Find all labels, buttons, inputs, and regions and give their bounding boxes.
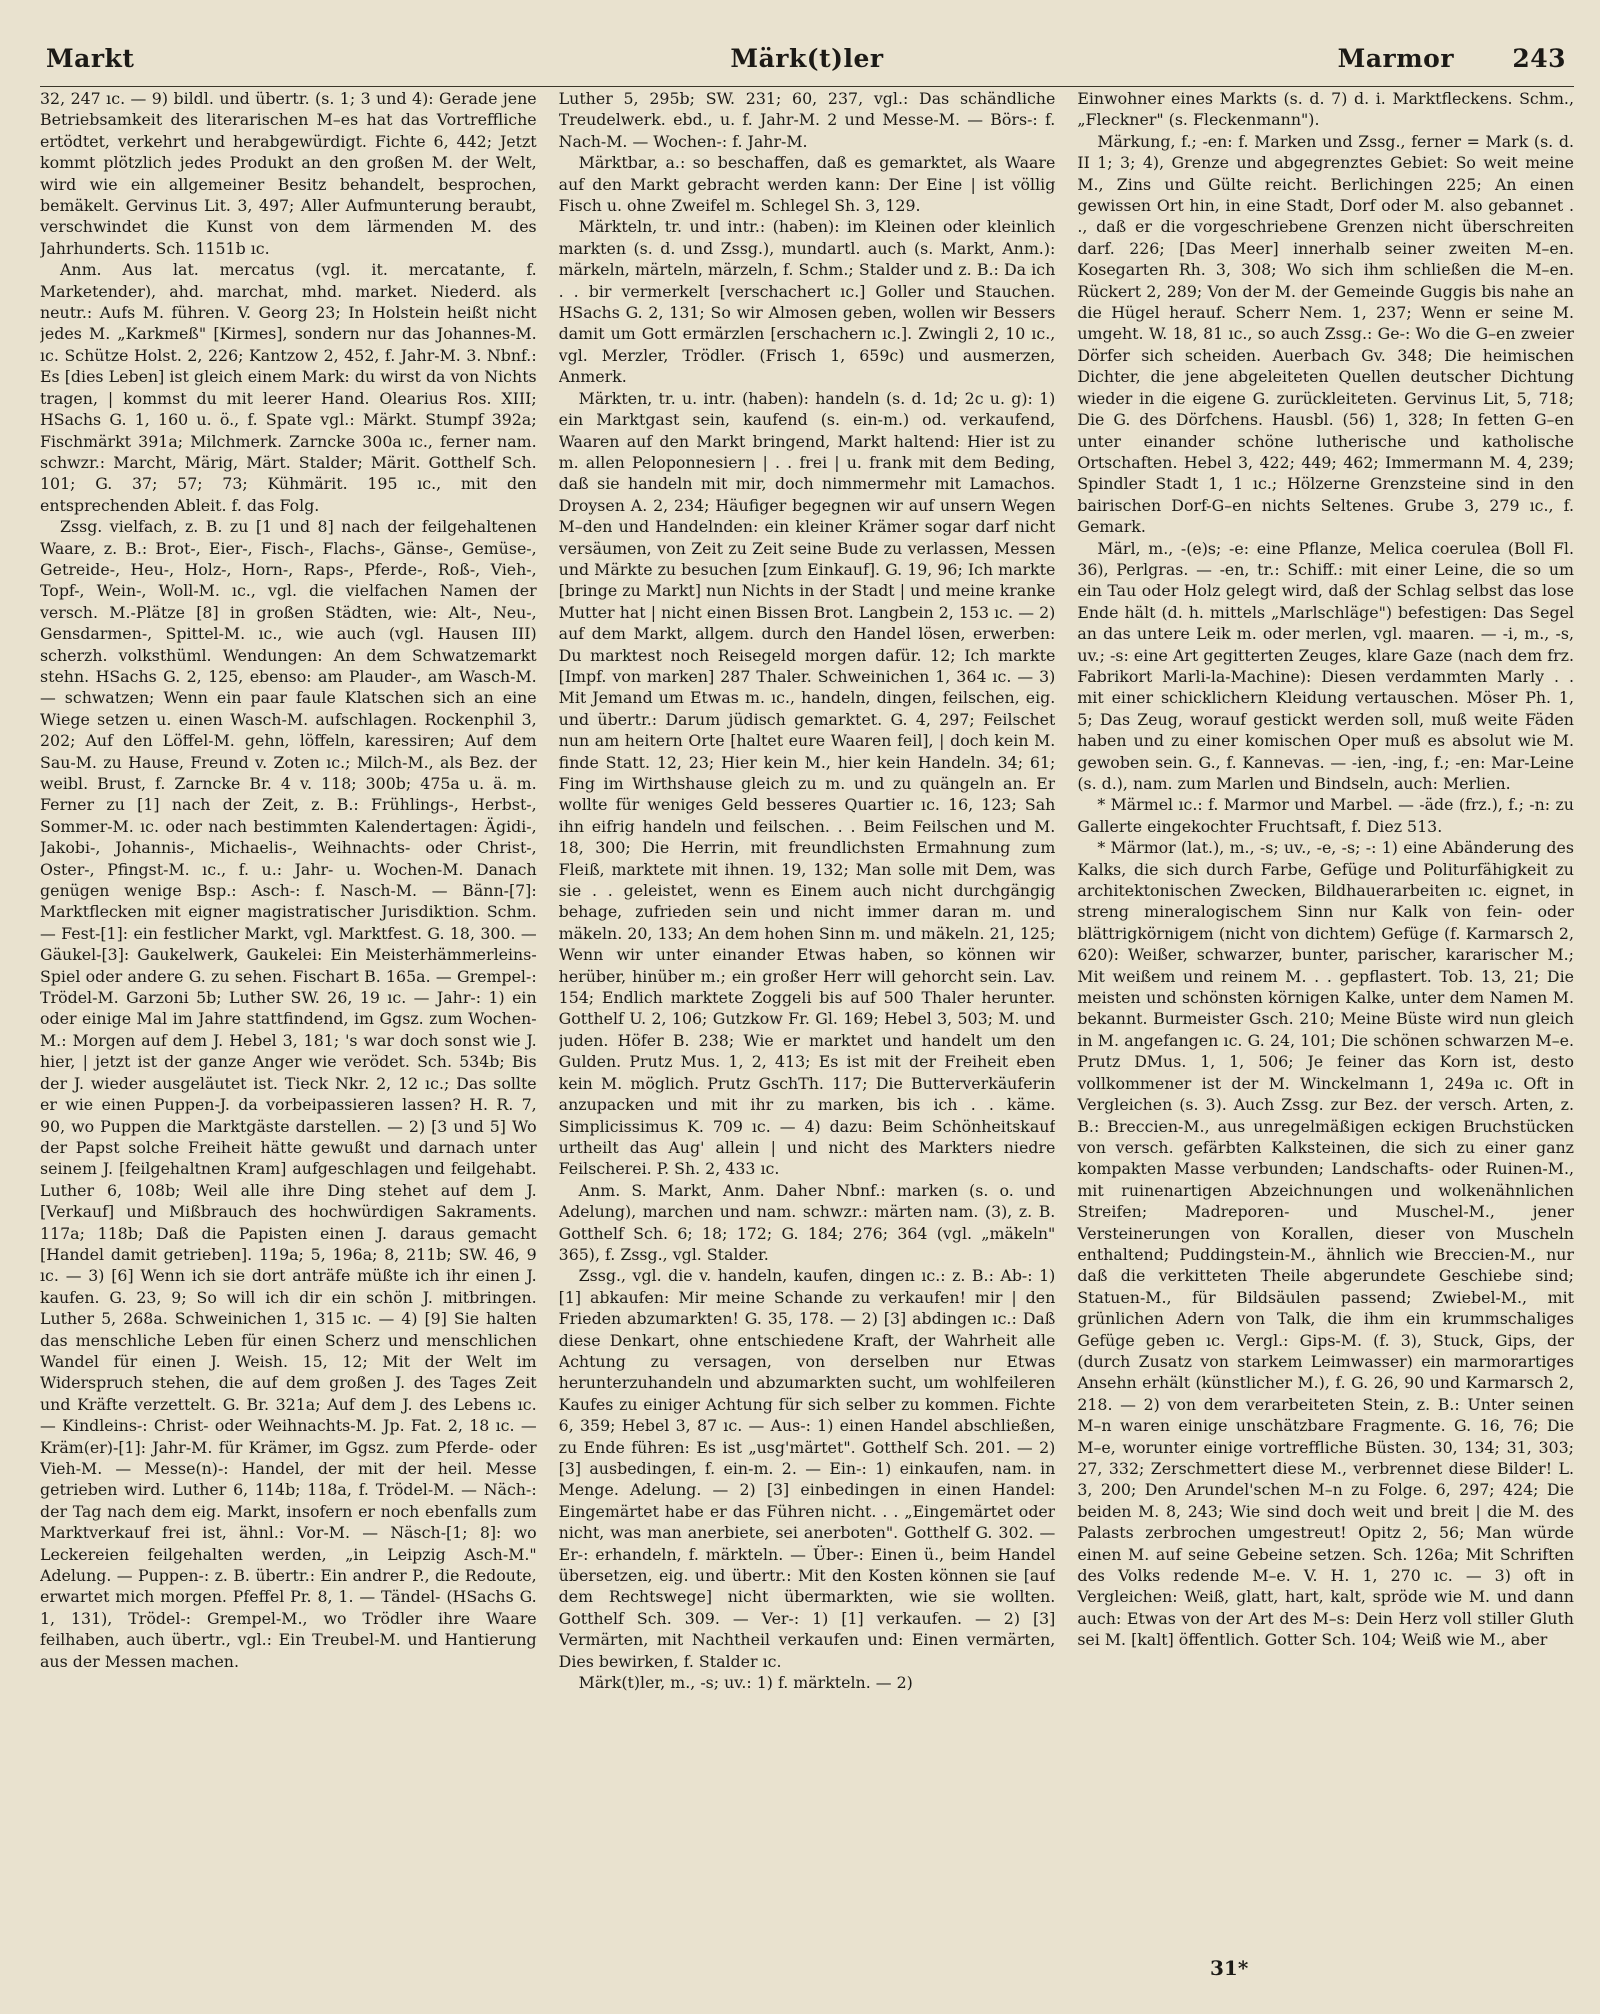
entry-paragraph: Märk(t)ler, m., -s; uv.: 1) f. märkteln. — 2): [578, 1673, 913, 1693]
entry-paragraph: Märkteln, tr. und intr.: (haben): im Kleinen oder kleinlich markten (s. d. und Zssg.), mundartl. auch (s. Markt, Anm.): märkeln, märteln, märzeln, f. Schm.; Stalder und z. B.: Da ich . . bir vermerkelt [verschachert ıc.] Goller und Stauchen. HSachs G. 2, 131; So wir Almosen geben, wollen wir Bessers damit um Gott ermärzlen [erschachern ıc.]. Zwingli 2, 10 ıc., vgl. Merzler, Trödler. (Frisch 1, 659c) und ausmerzen, Anmerk.: [558, 217, 1056, 387]
entry-paragraph: * Märmel ıc.: f. Marmor und Marbel. — -äde (frz.), f.; -n: zu Gallerte eingekochter Fruchtsaft, f. Diez 513.: [1077, 795, 1574, 836]
entry-paragraph: Zssg., vgl. die v. handeln, kaufen, dingen ıc.: z. B.: Ab-: 1) [1] abkaufen: Mir meine Schande zu verkaufen! mir | den Frieden abzumarkten! G. 35, 178. — 2) [3] abdingen ıc.: Daß diese Denkart, ohne entschiedene Kraft, der Wahrheit alle Achtung zu versagen, von derselben nur Etwas herunterzuhandeln und abzumarkten sucht, um wohlfeileren Kaufes zu einiger Achtung für sich selber zu kommen. Fichte 6, 359; Hebel 3, 87 ıc. — Aus-: 1) einen Handel abschließen, zu Ende führen: Es ist „usg'märtet". Gotthelf Sch. 201. — 2) [3] ausbedingen, f. ein-m. 2. — Ein-: 1) einkaufen, nam. in Menge. Adelung. — 2) [3] einbedingen in einen Handel: Eingemärtet habe er das Führen nicht. . . „Eingemärtet oder nicht, was man anerbiete, sei anerboten". Gotthelf G. 302. — Er-: erhandeln, f. märkteln. — Über-: Einen ü., beim Handel übersetzen, eig. und übertr.: Mit den Kosten können sie [auf dem Rechtswege] nicht übermarkten, wie sie wollten. Gotthelf Sch. 309. — Ver-: 1) [1] verkaufen. — 2) [3] Vermärten, mit Nachtheil verkaufen und: Einen vermärten, Dies bewirken, f. Stalder ıc.: [558, 1266, 1056, 1671]
entry-paragraph: Märl, m., -(e)s; -e: eine Pflanze, Melica coerulea (Boll Fl. 36), Perlgras. — -en, tr.: Schiff.: mit einer Leine, die so um ein Tau oder Holz gelegt wird, daß der Schlag selbst das lose Ende hält (d. h. mittels „Marlschläge") befestigen: Das Segel an das untere Leik m. oder merlen, vgl. maaren. — -i, m., -s, uv.; -s: eine Art gegitterten Zeuges, klare Gaze (nach dem frz. Fabrikort Marli-la-Machine): Diesen verdammten Marly . . mit einer schicklichern Kleidung vertauschen. Möser Ph. 1, 5; Das Zeug, worauf gestickt werden soll, muß weite Fäden haben und zu einer komischen Oper muß es absolut wie M. gewoben sein. G., f. Kannevas. — -ien, -ing, f.; -en: Mar-Leine (s. d.), nam. zum Marlen und Bindseln, auch: Merlien.: [1077, 538, 1574, 793]
header-right-catchword: Marmor: [1337, 44, 1454, 73]
entry-paragraph: Märktbar, a.: so beschaffen, daß es gemarktet, als Waare auf den Markt gebracht werden kann: Der Eine | ist völlig Fisch u. ohne Zweifel m. Schlegel Sh. 3, 129.: [558, 153, 1056, 216]
entry-paragraph: Anm. Aus lat. mercatus (vgl. it. mercatante, f. Marketender), ahd. marchat, mhd. market. Niederd. als neutr.: Aufs M. führen. V. Georg 23; In Holstein heißt nicht jedes M. „Karkmeß" [Kirmes], sondern nur das Johannes-M. ıc. Schütze Holst. 2, 226; Kantzow 2, 452, f. Jahr-M. 3. Nbnf.: Es [dies Leben] ist gleich einem Mark: du wirst da von Nichts tragen, | kommst du mit leerer Hand. Olearius Ros. XIII; HSachs G. 1, 160 u. ö., f. Spate vgl.: Märkt. Stumpf 392a; Fischmärkt 391a; Milchmerk. Zarncke 300a ıc., ferner nam. schwzr.: Marcht, Märig, Märt. Stalder; Märit. Gotthelf Sch. 101; G. 37; 57; 73; Kühmärit. 195 ıc., mit den entsprechenden Ableit. f. das Folg.: [40, 260, 537, 515]
entry-paragraph: Zssg. vielfach, z. B. zu [1 und 8] nach der feilgehaltenen Waare, z. B.: Brot-, Eier-, Fisch-, Flachs-, Gänse-, Gemüse-, Getreide-, Heu-, Holz-, Horn-, Raps-, Pferde-, Roß-, Vieh-, Topf-, Wein-, Woll-M. ıc., vgl. die vielfachen Namen der versch. M.-Plätze [8] in großen Städten, wie: Alt-, Neu-, Gensdarmen-, Spittel-M. ıc., wie auch (vgl. Hausen III) scherzh. volksthüml. Wendungen: An dem Schwatzemarkt stehn. HSachs G. 2, 125, ebenso: am Plauder-, am Wasch-M. — schwatzen; Wenn ein paar faule Klatschen sich an eine Wiege setzen u. einen Wasch-M. aufschlagen. Rockenphil 3, 202; Auf den Löffel-M. gehn, löffeln, karessiren; Auf dem Sau-M. zu Hause, Freund v. Zoten ıc.; Milch-M., als Bez. der weibl. Brust, f. Zarncke Br. 4 v. 118; 300b; 475a u. ä. m. Ferner zu [1] nach der Zeit, z. B.: Frühlings-, Herbst-, Sommer-M. ıc. oder nach bestimmten Kalendertagen: Ägidi-, Jakobi-, Johannis-, Michaelis-, Weihnachts- oder Christ-, Oster-, Pfingst-M. ıc., f. u.: Jahr- u. Wochen-M. Danach genügen wenige Bsp.: Asch-: f. Nasch-M. — Bänn-[7]: Marktflecken mit eigner magistratischer Jurisdiktion. Schm. — Fest-[1]: ein festlicher Markt, vgl. Marktfest. G. 18, 300. — Gäukel-[3]: Gaukelwerk, Gaukelei: Ein Meisterhämmerleins-Spiel oder andere G. zu sehen. Fischart B. 165a. — Grempel-: Trödel-M. Garzoni 5b; Luther SW. 26, 19 ıc. — Jahr-: 1) ein oder einige Mal im Jahre stattfindend, im Ggsz. zum Wochen-M.: Morgen auf dem J. Hebel 3, 181; 's war doch sonst wie J. hier, | jetzt ist der ganze Anger wie verödet. Sch. 534b; Bis der J. wieder ausgeläutet ist. Tieck Nkr. 2, 12 ıc.; Das sollte er wie einen Puppen-J. da vorbeipassieren lassen? H. R. 7, 90, wo Puppen die Marktgäste darstellen. — 2) [3 und 5] Wo der Papst solche Freiheit hätte gewußt und darnach unter seinem J. [feilgehaltnen Kram] aufgeschlagen und feilgehabt. Luther 6, 108b; Weil alle ihre Ding stehet auf dem J. [Verkauf] und Mißbrauch des hochwürdigen Sakraments. 117a; 118b; Daß die Papisten einen J. daraus gemacht [Handel damit getrieben]. 119a; 5, 196a; 8, 211b; SW. 46, 9 ıc. — 3) [6] Wenn ich sie dort anträfe müßte ich ihr einen J. kaufen. G. 23, 9; So will ich dir ein schön J. mitbringen. Luther 5, 268a. Schweinichen 1, 315 ıc. — 4) [9] Sie halten das menschliche Leben für einen Scherz und menschlichen Wandel für einen J. Weish. 15, 12; Mit der Welt im Widerspruch stehen, die auf dem großen J. des Tages Zeit und Kräfte verzettelt. G. Br. 321a; Auf dem J. des Lebens ıc. — Kindleins-: Christ- oder Weihnachts-M. Jp. Fat. 2, 18 ıc. — Kräm(er)-[1]: Jahr-M. für Krämer, im Ggsz. zum Pferde- oder Vieh-M. — Messe(n)-: Handel, der mit der heil. Messe getrieben wird. Luther 6, 114b; 118a, f. Trödel-M. — Näch-: der Tag nach dem eig. Markt, insofern er noch ebenfalls zum Marktverkauf frei ist, ähnl.: Vor-M. — Näsch-[1; 8]: wo Leckereien feilgehalten werden, „in Leipzig Asch-M." Adelung. — Puppen-: z. B. übertr.: Ein andrer P., die Redoute, erwartet mich morgen. Pfeffel Pr. 8, 1. — Tändel- (HSachs G. 1, 131), Trödel-: Grempel-M., wo Trödler ihre Waare feilhaben, auch übertr., vgl.: Ein Treubel-M. und Hantierung aus der Messen machen.: [40, 517, 537, 1671]
header-center-catchword: Märk(t)ler: [730, 44, 884, 73]
column-right: [1077, 88, 1574, 1954]
running-header: [40, 40, 1574, 87]
entry-paragraph: Märkten, tr. u. intr. (haben): handeln (s. d. 1d; 2c u. g): 1) ein Marktgast sein, kaufend (s. ein-m.) od. verkaufend, Waaren auf den Markt bringend, Markt haltend: Hier ist zu m. allen Peloponnesiern | . . frei | u. frank mit dem Beding, daß sie handeln mit mir, doch nimmermehr mit Lamachos. Droysen A. 2, 234; Häufiger begegnen wir auf unsern Wegen M–den und Handelnden: ein kleiner Krämer sogar darf nicht versäumen, von Zeit zu Zeit seine Bude zu verlassen, Messen und Märkte zu besuchen [zum Einkauf]. G. 19, 96; Ich markte [bringe zu Markt] nun Nichts in der Stadt | und meine kranke Mutter hat | nicht einen Bissen Brot. Langbein 2, 153 ıc. — 2) auf dem Markt, allgem. durch den Handel lösen, erwerben: Du marktest noch Reisegeld morgen dafür. 12; Ich markte [Impf. von marken] 287 Thaler. Schweinichen 1, 364 ıc. — 3) Mit Jemand um Etwas m. ıc., handeln, dingen, feilschen, eig. und übertr.: Darum jüdisch gemarktet. G. 4, 297; Feilschet nun am heitern Orte [haltet eure Waaren feil], | doch kein M. finde Statt. 12, 23; Hier kein M., hier kein Handeln. 34; 61; Fing im Wirthshause gleich zu m. und zu quängeln an. Er wollte für weniges Geld besseres Quartier ıc. 16, 123; Sah ihn eifrig handeln und feilschen. . . Beim Feilschen und M. 18, 300; Die Herrin, mit freundlichsten Ermahnung zum Fleiß, marktete mit ihnen. 19, 132; Man solle mit Dem, was sie . . geleistet, wenn es Einem auch nicht durchgängig behage, zufrieden sein und nicht immer daran m. und mäkeln. 20, 133; An dem hohen Sinn m. und mäkeln. 21, 125; Wenn wir unter einander Etwas haben, so können wir herüber, hinüber m.; ein großer Herr will gehorcht sein. Lav. 154; Endlich marktete Zoggeli bis auf 500 Thaler herunter. Gotthelf U. 2, 106; Gutzkow Fr. Gl. 169; Hebel 3, 503; M. und juden. Höfer B. 238; Wie er marktet und handelt um den Gulden. Prutz Mus. 1, 2, 413; Es ist mit der Freiheit eben kein M. möglich. Prutz GschTh. 117; Die Butterverkäuferin anzupacken und mit ihr zu marken, bis ich . . käme. Simplicissimus K. 709 ıc. — 4) dazu: Beim Schönheitskauf urtheilt das Aug' allein | und nicht des Markters niedre Feilscherei. P. Sh. 2, 433 ıc.: [558, 388, 1056, 1179]
page-number: 243: [1512, 44, 1566, 73]
entry-paragraph: Märkung, f.; -en: f. Marken und Zssg., ferner = Mark (s. d. II 1; 3; 4), Grenze und abgegrenztes Gebiet: So weit meine M., Zins und Gülte reicht. Berlichingen 225; An einen gewissen Ort hin, in eine Stadt, Dorf oder M. also gebannet . ., daß er die vorgeschriebene Grenzen nicht überschreiten darf. 226; [Das Meer] innerhalb seiner zweiten M–en. Kosegarten Rh. 3, 308; Wo sich ihm schließen die M–en. Rückert 2, 289; Von der M. der Gemeinde Guggis bis nahe an die Hügel herauf. Scherr Nem. 1, 237; Wenn er seine M. umgeht. W. 18, 81 ıc., so auch Zssg.: Ge-: Wo die G–en zweier Dörfer sich scheiden. Auerbach Gv. 348; Die heimischen Dichter, die jene abgeleiteten Quellen deutscher Dichtung wieder in die eigene G. zurückleiteten. Gervinus Lit, 5, 718; Die G. des Dörfchens. Hausbl. (56) 1, 328; In fetten G–en unter einander schöne lutherische und katholische Ortschaften. Hebel 3, 422; 449; 462; Immermann M. 4, 239; Spindler Stadt 1, 1 ıc.; Hölzerne Grenzsteine sind in den bairischen Dorf-G–en nichts Seltenes. Grube 3, 279 ıc., f. Gemark.: [1077, 131, 1574, 537]
entry-paragraph: Anm. S. Markt, Anm. Daher Nbnf.: marken (s. o. und Adelung), marchen und nam. schwzr.: märten nam. (3), z. B. Gotthelf Sch. 6; 18; 172; G. 184; 276; 364 (vgl. „mäkeln" 365), f. Zssg., vgl. Stalder.: [558, 1180, 1056, 1264]
entry-paragraph: Luther 5, 295b; SW. 231; 60, 237, vgl.: Das schändliche Treudelwerk. ebd., u. f. Jahr-M. 2 und Messe-M. — Börs-: f. Nach-M. — Wochen-: f. Jahr-M.: [558, 89, 1056, 151]
entry-paragraph: * Märmor (lat.), m., -s; uv., -e, -s; -: 1) eine Abänderung des Kalks, die sich durch Farbe, Gefüge und Politurfähigkeit zu architektonischen Zwecken, Bildhauerarbeiten ıc. eignet, in streng mineralogischem Sinn nur Kalk von fein- oder blättrigkörnigem (nicht von dichtem) Gefüge (f. Karmarsch 2, 620): Weißer, schwarzer, bunter, parischer, kararischer M.; Mit weißem und reinem M. . . gepflastert. Tob. 13, 21; Die meisten und schönsten körnigen Kalke, unter dem Namen M. bekannt. Burmeister Gsch. 210; Meine Büste wird nun gleich in M. angefangen ıc. G. 24, 101; Die schönen schwarzen M–e. Prutz DMus. 1, 1, 506; Je feiner das Korn ist, desto vollkommener ist der M. Winckelmann 1, 249a ıc. Oft in Vergleichen (s. 3). Auch Zssg. zur Bez. der versch. Arten, z. B.: Breccien-M., aus unregelmäßigen eckigen Bruchstücken von versch. gefärbten Kalksteinen, die sich zu einer ganz kompakten Masse verbunden; Landschafts- oder Ruinen-M., mit ruinenartigen Abzeichnungen und wolkenähnlichen Streifen; Madreporen- und Muschel-M., jener Versteinerungen von Korallen, dieser von Muscheln enthaltend; Puddingstein-M., ähnlich wie Breccien-M., nur daß die verkitteten Theile abgerundete Geschiebe sind; Statuen-M., für Bildsäulen passend; Zwiebel-M., mit grünlichen Adern von Talk, die ihm ein krummschaliges Gefüge geben ıc. Vergl.: Gips-M. (f. 3), Stuck, Gips, der (durch Zusatz von starkem Leimwasser) ein marmorartiges Ansehn erhält (künstlicher M.), f. G. 26, 90 und Karmarsch 2, 218. — 2) von dem verarbeiteten Stein, z. B.: Unter seinen M–n waren einige unschätzbare Fragmente. G. 16, 76; Die M–e, worunter einige vortreffliche Büsten. 30, 134; 31, 303; 27, 332; Zerschmettert diese M., verbrennet diese Bilder! L. 3, 200; Den Arundel'schen M–n zu Folge. 6, 297; 424; Die beiden M. 8, 243; Wie sind doch weit und breit | die M. des Palasts zerbrochen umgestreut! Opitz 2, 56; Man würde einen M. auf seine Gebeine setzen. Sch. 126a; Mit Schriften des Volks redende M–e. V. H. 1, 270 ıc. — 3) oft in Vergleichen: Weiß, glatt, hart, kalt, spröde wie M. und dann auch: Etwas von der Art des M–s: Dein Herz voll stiller Gluth sei M. [kalt] öffentlich. Gotter Sch. 104; Weiß wie M., aber: [1077, 838, 1574, 1650]
header-left-catchword: Markt: [46, 44, 135, 73]
entry-paragraph: Einwohner eines Markts (s. d. 7) d. i. Marktfleckens. Schm., „Fleckner" (s. Fleckenmann").: [1077, 89, 1574, 130]
column-left: [40, 88, 537, 1954]
text-columns: [40, 88, 1574, 1954]
signature-mark: 31*: [1210, 1956, 1249, 1980]
entry-paragraph: 32, 247 ıc. — 9) bildl. und übertr. (s. 1; 3 und 4): Gerade jene Betriebsamkeit des literarischen M–es hat das Vortreffliche ertödtet, verkehrt und herabgewürdigt. Fichte 6, 442; Jetzt kommt plötzlich jedes Produkt an den großen M. der Welt, wird wie ein allgemeiner Besitz behandelt, besprochen, bemäkelt. Gervinus Lit. 3, 497; Aller Aufmunterung beraubt, verschwindet die Kunst von dem lärmenden M. des Jahrhunderts. Sch. 1151b ıc.: [40, 89, 537, 258]
column-middle: [559, 88, 1056, 1954]
